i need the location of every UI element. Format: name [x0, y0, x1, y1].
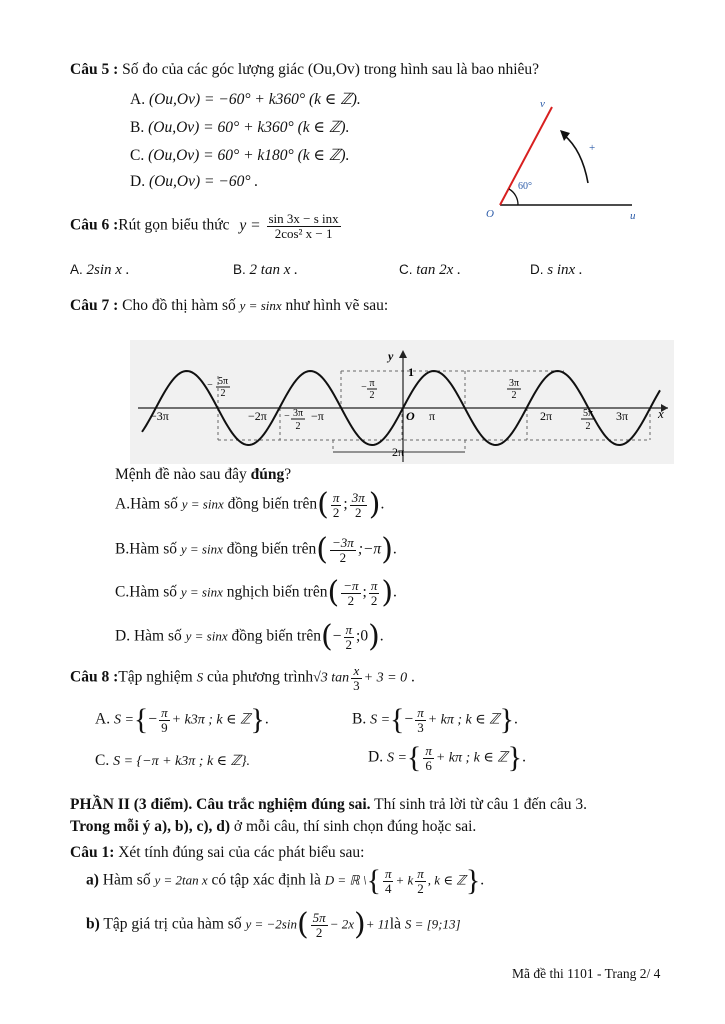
q7-option-d: D. Hàm số y = sinx đồng biến trên(− $\frac{\pi}{2}$ ;0). — [115, 619, 384, 654]
svg-text:5π: 5π — [217, 376, 229, 387]
svg-text:5π: 5π — [582, 408, 594, 419]
p2q1-statement-a: a) Hàm số y = 2tan x có tập xác định là D = ℝ \{ $\frac{\pi}{4}$ + k $\frac{\pi}{2}$ , k ∈ ℤ}. — [86, 864, 485, 897]
x-label: x — [658, 406, 664, 421]
q6-text: Rút gọn biểu thức — [118, 216, 230, 234]
q6-option-d: D. s inx . — [530, 262, 583, 278]
q7-sine-graph — [130, 340, 674, 464]
p2q1-stem: Câu 1: Xét tính đúng sai của các phát biểu sau: — [70, 844, 365, 861]
part2-instructions: Trong mỗi ý a), b), c), d) ở mỗi câu, thí sinh chọn đúng hoặc sai. — [70, 818, 477, 835]
q5-option-b: B. (Ou,Ov) = 60° + k360° (k ∈ ℤ). — [130, 119, 350, 136]
q5-option-c: C. (Ou,Ov) = 60° + k180° (k ∈ ℤ). — [130, 147, 350, 164]
q5-label: Câu 5 : — [70, 61, 119, 78]
svg-text:π: π — [369, 378, 375, 389]
origin-label: O — [406, 409, 415, 423]
q5-option-d: D. (Ou,Ov) = −60° . — [130, 173, 259, 190]
angle-arc — [509, 189, 518, 205]
tick-neg2pi: −2π — [248, 409, 267, 423]
q5-angle-figure — [480, 95, 650, 225]
tick-2pi: 2π — [540, 409, 553, 423]
q8-option-d: D. S ={ $\frac{\pi}{6}$ + kπ ; k ∈ ℤ}. — [368, 741, 526, 774]
q8-option-c: C. S = {−π + k3π ; k ∈ ℤ}. — [95, 752, 251, 769]
svg-text:2: 2 — [511, 390, 517, 401]
q6-stem: Câu 6 :Rút gọn biểu thức y = $\frac{\text{sin 3x − s inx}}{\text{2cos² x − 1}}$ — [70, 211, 339, 241]
p2q1-label: Câu 1: — [70, 844, 115, 861]
u-label: u — [630, 210, 636, 222]
page-footer: Mã đề thi 1101 - Trang 2/ 4 — [512, 966, 661, 981]
svg-text:2: 2 — [585, 421, 591, 432]
svg-text:−: − — [207, 380, 213, 391]
tick-negpi: −π — [311, 409, 324, 423]
q5-option-a: A. (Ou,Ov) = −60° + k360° (k ∈ ℤ). — [130, 91, 361, 108]
part2-heading: PHẦN II (3 điểm). Câu trắc nghiệm đúng sai. Thí sinh trả lời từ câu 1 đến câu 3. — [70, 796, 588, 813]
q6-option-b: B. 2 tan x . — [233, 262, 298, 278]
q8-stem: Câu 8 :Tập nghiệm S của phương trình√3 tan $\frac{x}{3}$ + 3 = 0 . — [70, 663, 415, 693]
q7-option-a: A.Hàm số y = sinx đồng biến trên( $\frac{\pi}{2}$ ; $\frac{3\pi}{2}$ ). — [115, 487, 385, 522]
q8-label: Câu 8 : — [70, 668, 119, 686]
origin-label: O — [486, 208, 494, 220]
sign-label: + — [589, 142, 596, 154]
tick-3pi: 3π — [616, 409, 629, 423]
period-label: 2π — [392, 445, 405, 459]
q5-text: Số đo của các góc lượng giác (Ou,Ov) trong hình sau là bao nhiêu? — [122, 61, 540, 78]
q5-stem — [70, 61, 539, 79]
q7-stem: Câu 7 : Cho đồ thị hàm số y = sinx như hình vẽ sau: — [70, 297, 389, 314]
q8-option-b: B. S ={− $\frac{\pi}{3}$ + kπ ; k ∈ ℤ}. — [352, 703, 518, 736]
tick-pi: π — [429, 409, 436, 423]
svg-text:−: − — [361, 382, 367, 393]
svg-text:2: 2 — [220, 388, 226, 399]
q7-label: Câu 7 : — [70, 297, 119, 314]
one-label: 1 — [408, 365, 414, 379]
tick-neg3pi: −3π — [150, 409, 169, 423]
q6-option-a: A. 2sin x . — [70, 262, 130, 278]
svg-text:3π: 3π — [292, 408, 304, 419]
q6-label: Câu 6 : — [70, 216, 119, 234]
svg-text:3π: 3π — [508, 378, 520, 389]
angle-label: 60° — [518, 181, 532, 192]
y-label: y — [388, 349, 394, 363]
svg-text:2: 2 — [369, 390, 375, 401]
v-label: v — [540, 98, 545, 110]
direction-arrow — [564, 135, 588, 183]
q6-fraction: $\frac{\text{sin 3x − s inx}}{\text{2cos² x − 1}}$ — [268, 211, 339, 241]
q6-option-c: C. tan 2x . — [399, 262, 461, 278]
q7-option-c: C.Hàm số y = sinx nghịch biến trên( $\frac{-\pi}{2}$ ; $\frac{\pi}{2}$ ). — [115, 575, 397, 610]
q8-option-a: A. S ={− $\frac{\pi}{9}$ + k3π ; k ∈ ℤ}. — [95, 703, 269, 736]
svg-text:2: 2 — [295, 421, 301, 432]
q7-prompt: Mệnh đề nào sau đây đúng? — [115, 466, 292, 483]
svg-text:−: − — [284, 411, 290, 422]
q7-option-b: B.Hàm số y = sinx đồng biến trên( $\frac{-3\pi}{2}$ ;−π). — [115, 532, 397, 567]
p2q1-statement-b: b) Tập giá trị của hàm số y = −2sin( $\frac{5\pi}{2}$ − 2x)+ 11là S = [9;13] — [86, 907, 461, 942]
